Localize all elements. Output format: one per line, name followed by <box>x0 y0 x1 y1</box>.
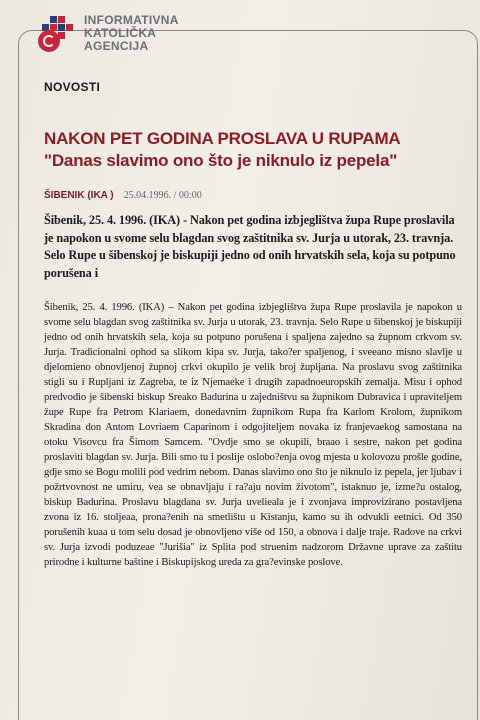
article-date: 25.04.1996. / 00:00 <box>123 190 202 201</box>
ika-logo-icon <box>34 16 74 56</box>
article-headline: NAKON PET GODINA PROSLAVA U RUPAMA <box>44 129 401 148</box>
article-lead: Šibenik, 25. 4. 1996. (IKA) - Nakon pet godina izbjeglištva župa Rupe proslavila je napokon u svome selu blagdan svog zaštitnika sv. Jurja u utorak, 23. travnja. Selo Rupe u šibenskoj je biskupiji jedno od onih hrvatskih sela, koja su potpuno porušena i <box>44 213 456 280</box>
article-meta <box>44 190 202 201</box>
article-subheadline: "Danas slavimo ono što je niknulo iz pepela" <box>44 151 398 170</box>
article-body: Šibenik, 25. 4. 1996. (IKA) – Nakon pet godina izbjeglištva župa Rupe proslavila je napokon u svome selu blagdan svog zaštitnika sv. Jurja u utorak, 23. travnja. Selo Rupe u šibenskoj je biskupiji jedno od onih hrvatskih sela, koja su potpuno porušena i spaljena zajedno sa župnom crkvom sv. Jurja. Tradicionalni ophod sa slikom kipa sv. Jurja, tako?er spaljenog, i sveeano misno slavlje u djelomieno obnovljenoj župnoj crkvi okupilo je velik broj župljana. Na proslavu svog zaštitnika stigli su i Rupljani iz Zagreba, te iz Njemaeke i drugih zapadnoeuropskih zemalja. Misu i ophod predvodio je šibenski biskup Sreako Badurina u zajedništvu sa župnikom Dubravica i upraviteljem župe Rupe fra Petrom Klariaem, donedavnim župnikom Rupa fra Karlom Krolom, župnikom Skradina don Antom Lovriaem Caparinom i odgojiteljem novaka iz franjevaekog samostana na otoku Visovcu fra Šimom Samcem. "Ovdje smo se okupili, braao i sestre, nakon pet godina proslaviti blagdan sv. Jurja. Bili smo tu i poslije oslobo?enja ovog mjesta u kolovozu prošle godine, gdje smo se Bogu molili pod vedrim nebom. Danas slavimo ono što je niknulo iz pepela, jer ljubav i požrtvovnost ne umiru, vea se obnavljaju i ra?aju novim životom", istaknuo je, izme?u ostalog, biskup Badurina. Proslavu blagdana sv. Jurja uvelieala je i zvonjava improvizirano postavljena zvona iz 16. stoljeaa, prona?enih na smetlištu u Kistanju, kamo su ih odvukli eetnici. Od 350 porušenih kuaa u tom selu dosad je obnovljeno više od 150, a obnova i dalje traje. Radove na crkvi sv. Jurja izvodi poduzeae "Jurišia" iz Splita pod struenim nadzorom Državne uprave za zaštitu prirodne i kulturne baštine i Biskupijskog ureda za gra?evinske poslove. <box>44 302 462 568</box>
article-title <box>44 128 464 172</box>
agency-name-line3: AGENCIJA <box>84 39 149 53</box>
agency-name-line1: INFORMATIVNA <box>84 13 179 27</box>
agency-name <box>84 14 179 53</box>
agency-name-line2: KATOLIČKA <box>84 26 157 40</box>
article-source: ŠIBENIK (IKA ) <box>44 190 114 201</box>
agency-header <box>34 8 179 56</box>
section-label: NOVOSTI <box>44 80 101 94</box>
